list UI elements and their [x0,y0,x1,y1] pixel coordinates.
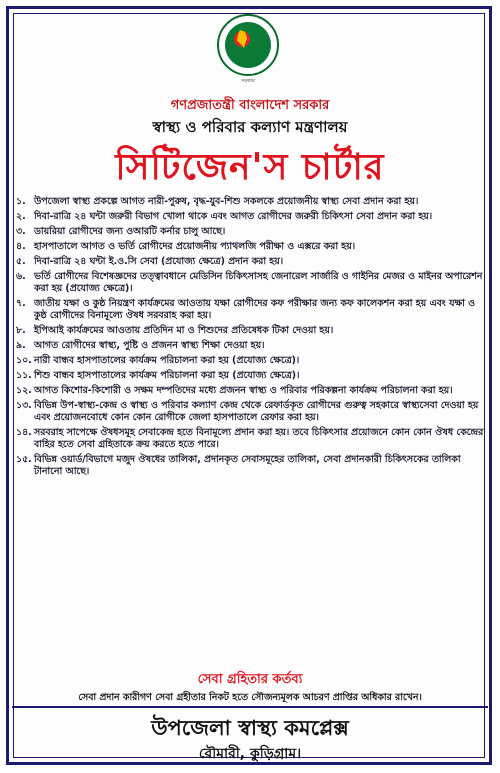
item-text: শিশু বান্ধব হাসপাতালের কার্যক্রম পরিচালনা করা হয় (প্রযোজ্য ক্ষেত্রে)। [34,370,300,381]
item-number: ১. [16,196,26,207]
list-item [16,325,484,337]
item-text: ইপিআই কার্যক্রমের আওতায় প্রতিদিন মা ও শিশুদের প্রতিষেধক টিকা দেওয়া হয়। [34,325,334,336]
item-number: ৯. [16,340,26,351]
list-item [16,454,484,478]
item-number: ৬. [16,271,26,282]
item-text: ভর্তি রোগীদের বিশেষজ্ঞদের তত্ত্বাবধানে মেডিসিন চিকিৎসাসহ জেনারেল সার্জারি ও গাইনির মেজর ও মাইনর অপারেশন করা হয় (প্রযোজ্য ক্ষেত্রে)। [34,271,483,294]
item-text: বিভিন্ন ওয়ার্ড/বিভাগে মজুদ ঔষধের তালিকা, প্রদানকৃত সেবাসমূহের তালিকা, সেবা প্রদানকারী চিকিৎসকের তালিকা টানানো আছে। [34,454,461,477]
list-item [16,370,484,382]
item-text: হাসপাতালে আগত ও ভর্তি রোগীদের প্রয়োজনীয় প্যাথলজি পরীক্ষা ও এক্সরে করা হয়। [34,241,356,252]
ministry-name: স্বাস্থ্য ও পরিবার কল্যাণ মন্ত্রণালয় [152,118,348,136]
list-item [16,355,484,367]
charter-item-list [16,196,484,481]
emblem-green-disc [225,22,271,68]
item-text: দিবা-রাত্রি ২৪ ঘন্টা ই.ও.সি সেবা (প্রযোজ্য ক্ষেত্রে) প্রদান করা হয়। [34,256,284,267]
item-text: ডায়রিয়া রোগীদের জন্য ওআরটি কর্নার চালু আছে। [34,226,226,237]
list-item [16,298,484,322]
item-number: ১০. [16,355,32,366]
duties-text: সেবা প্রদান কারীগণ সেবা গ্রহীতার নিকট হতে সৌজন্যমূলক আচরণ প্রাপ্তির অধিকার রাখেন। [78,692,422,703]
item-number: ২. [16,211,26,222]
list-item [16,427,484,451]
item-number: ১২. [16,385,32,396]
divider [12,706,488,708]
item-text: দিবা-রাত্রি ২৪ ঘন্টা জরুরী বিভাগ খোলা থাকে এবং আগত রোগীদের জরুরী চিকিৎসা সেবা প্রদান করা হয়। [34,211,433,222]
page-title: সিটিজেন'স চার্টার [115,146,385,188]
list-item [16,226,484,238]
item-number: ৫. [16,256,26,267]
item-number: ৪. [16,241,26,252]
item-text: উপজেলা স্বাস্থ্য প্রকল্পে আগত নারী-পুরুষ, বৃদ্ধ-যুব-শিশু সকলকে প্রয়োজনীয় স্বাস্থ্য সেবা প্রদান করা হয়। [34,196,419,207]
item-text: জাতীয় যক্ষা ও কুষ্ঠ নিয়ন্ত্রণ কার্যক্রমের আওতায় যক্ষা রোগীদের কফ পরীক্ষার জন্য কফ কালেকশন করা হয় এবং যক্ষা ও কুষ্ঠ রোগীদের বিনামূল্যে ঔষধ সরবরাহ করা হয়। [34,298,475,321]
footer-institution: উপজেলা স্বাস্থ্য কমপ্লেক্স [151,716,349,740]
item-number: ৭. [16,298,26,309]
list-item [16,256,484,268]
item-text: নারী বান্ধব হাসপাতালের কার্যক্রম পরিচালনা করা হয় (প্রযোজ্য ক্ষেত্রে)। [34,355,300,366]
item-text: বিভিন্ন উপ-স্বাস্থ্য-কেন্দ্র ও স্বাস্থ্য ও পরিবার কল্যাণ কেন্দ্র থেকে রেফার্ডকৃত রোগীদের গুরুত্ব সহকারে স্বাস্থ্যসেবা দেওয়া হয় এবং প্রয়োজনবোধে কোন কোন রোগীকে জেলা হাসপাতালে রেফার করা হয়। [34,400,479,423]
item-number: ৮. [16,325,26,336]
item-number: ১৫. [16,454,32,465]
item-number: ৩. [16,226,26,237]
list-item [16,196,484,208]
government-name: গণপ্রজাতন্ত্রী বাংলাদেশ সরকার [170,98,330,113]
item-text: সরবরাহ সাপেক্ষে ঔষধসমূহ সেবাকেন্দ্র হতে বিনামূল্যে প্রদান করা হয়। তবে চিকিৎসার প্রয়োজনে কোন কোন ঔষধ কেন্দ্রের বাহির হতে সেবা গ্রহিতাকে ক্রয় করতে হতে পারে। [34,427,484,450]
item-number: ১৩. [16,400,32,411]
list-item [16,385,484,397]
footer-location: রৌমারী, কুড়িগ্রাম। [198,746,302,762]
item-number: ১৪. [16,427,32,438]
emblem-caption: সরকার [241,78,255,84]
item-text: আগত রোগীদের স্বাস্থ্য, পুষ্টি ও প্রজনন স্বাস্থ্য শিক্ষা দেওয়া হয়। [34,340,265,351]
government-emblem-icon [217,14,279,76]
list-item [16,271,484,295]
list-item [16,241,484,253]
item-text: আগত কিশোর-কিশোরী ও সক্ষম দম্পতিদের মধ্যে প্রজনন স্বাস্থ্য ও পরিবার পরিকল্পনা কার্যক্রম পরিচালনা করা হয়। [34,385,453,396]
duties-heading: সেবা গ্রহিতার কর্তব্য [197,672,303,687]
list-item [16,400,484,424]
item-number: ১১. [16,370,32,381]
list-item [16,340,484,352]
list-item [16,211,484,223]
